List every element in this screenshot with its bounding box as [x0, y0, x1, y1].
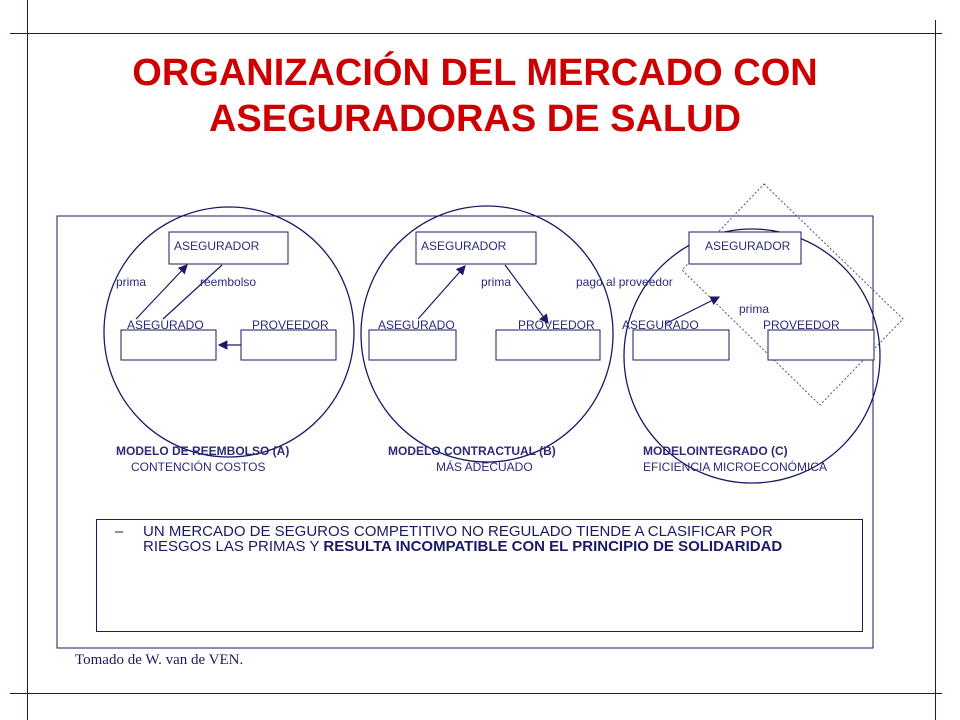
conclusion-box [96, 519, 863, 632]
insured-box-b [369, 330, 456, 360]
title-line-2: ASEGURADORAS DE SALUD [208, 98, 742, 140]
conclusion-bullet [115, 524, 845, 554]
premium-arrow-b [418, 266, 465, 319]
source-credit: Tomado de W. van de VEN. [75, 652, 244, 668]
provider-payment-label: pago al proveedor [576, 275, 673, 289]
model-c-note: EFICIENCIA MICROECONÓMICA [643, 460, 828, 474]
insured-label-c: ASEGURADO [622, 318, 699, 332]
provider-box-c [768, 330, 874, 360]
provider-box-a [241, 330, 336, 360]
bullet-text [143, 524, 845, 554]
bullet-text-strong: RESULTA INCOMPATIBLE CON EL PRINCIPIO DE SOLIDARIDAD [323, 538, 783, 555]
integrated-boundary-diamond [682, 184, 903, 405]
insurer-label-b: ASEGURADOR [421, 239, 507, 253]
insured-label-b: ASEGURADO [378, 318, 455, 332]
reimbursement-label: reembolso [200, 275, 257, 289]
insurer-label-a: ASEGURADOR [174, 239, 260, 253]
provider-label-c: PROVEEDOR [763, 318, 840, 332]
bullet-text-normal: UN MERCADO DE SEGUROS COMPETITIVO NO REGULADO TIENDE A CLASIFICAR POR RIESGOS LAS PRIMAS Y [143, 523, 773, 555]
insurer-label-c: ASEGURADOR [705, 239, 791, 253]
title-line-1: ORGANIZACIÓN DEL MERCADO CON [132, 52, 818, 94]
model-a-note: CONTENCIÓN COSTOS [131, 460, 266, 474]
premium-label-c: prima [739, 302, 770, 316]
premium-label-b: prima [481, 275, 512, 289]
premium-arrow-a [136, 265, 187, 319]
provider-label-b: PROVEEDOR [518, 318, 595, 332]
insured-box-a [121, 330, 216, 360]
bullet-dash: – [115, 523, 124, 540]
model-b-note: MÁS ADECUADO [436, 460, 533, 474]
model-c-name: MODELOINTEGRADO (C) [643, 444, 788, 458]
reimbursement-line-a [163, 265, 222, 319]
provider-payment-arrow-b [505, 265, 548, 323]
insured-box-c [633, 330, 729, 360]
model-b-name: MODELO CONTRACTUAL (B) [388, 444, 556, 458]
insured-label-a: ASEGURADO [127, 318, 204, 332]
provider-label-a: PROVEEDOR [252, 318, 329, 332]
provider-box-b [496, 330, 600, 360]
premium-label-a: prima [116, 275, 147, 289]
model-a-name: MODELO DE REEMBOLSO (A) [116, 444, 290, 458]
